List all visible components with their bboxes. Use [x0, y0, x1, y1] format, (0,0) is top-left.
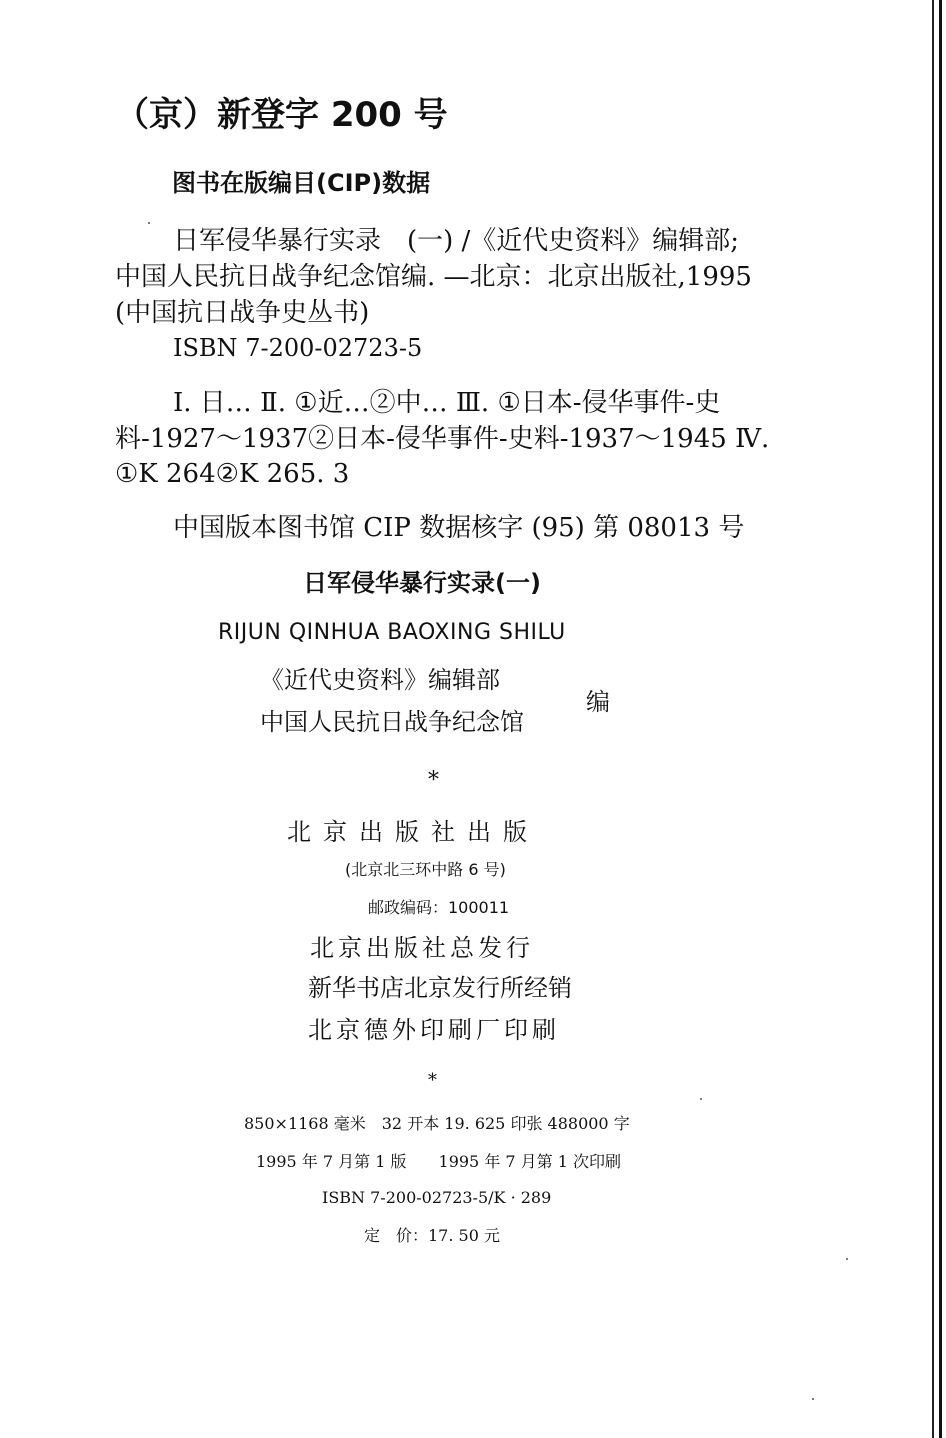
publisher-address: (北京北三环中路 6 号) — [345, 860, 506, 879]
seller: 新华书店北京发行所经销 — [308, 974, 572, 1002]
book-title-pinyin: RIJUN QINHUA BAOXING SHILU — [218, 620, 566, 645]
cip-line-2: 中国人民抗日战争纪念馆编. —北京：北京出版社,1995 — [115, 262, 752, 292]
book-title: 日军侵华暴行实录(一) — [303, 569, 541, 597]
cip-classification-3: ①K 264②K 265. 3 — [115, 459, 350, 489]
separator-star-1: * — [428, 768, 439, 793]
editor-1: 《近代史资料》编辑部 — [260, 666, 500, 694]
scan-speck — [700, 1098, 702, 1100]
scan-edge-border — [939, 0, 942, 1438]
printer: 北京德外印刷厂印刷 — [308, 1016, 560, 1044]
cip-classification-2: 料-1927～1937②日本-侵华事件-史料-1937～1945 Ⅳ. — [115, 424, 770, 454]
postcode: 邮政编码：100011 — [368, 898, 510, 917]
format-spec: 850×1168 毫米 32 开本 19. 625 印张 488000 字 — [244, 1114, 630, 1133]
scan-speck — [812, 1398, 814, 1400]
scan-speck — [846, 1258, 848, 1260]
separator-star-2: * — [428, 1070, 437, 1091]
publisher: 北京出版社出版 — [287, 818, 539, 846]
cip-record-number: 中国版本图书馆 CIP 数据核字 (95) 第 08013 号 — [173, 513, 745, 543]
editor-2: 中国人民抗日战争纪念馆 — [260, 708, 524, 736]
scan-edge-line — [932, 0, 934, 1438]
edition-info: 1995 年 7 月第 1 版 1995 年 7 月第 1 次印刷 — [256, 1152, 622, 1171]
cip-line-1: 日军侵华暴行实录 (一) /《近代史资料》编辑部; — [173, 226, 740, 256]
registration-number: （京）新登字 200 号 — [115, 95, 448, 135]
editor-role: 编 — [586, 688, 610, 716]
price: 定 价：17. 50 元 — [364, 1226, 500, 1245]
cip-line-3: (中国抗日战争史丛书) — [115, 298, 370, 328]
cip-isbn: ISBN 7-200-02723-5 — [173, 334, 423, 362]
isbn-full: ISBN 7-200-02723-5/K · 289 — [322, 1188, 552, 1207]
cip-heading: 图书在版编目(CIP)数据 — [172, 169, 431, 197]
cip-classification-1: Ⅰ. 日… Ⅱ. ①近…②中… Ⅲ. ①日本-侵华事件-史 — [173, 388, 721, 418]
distributor: 北京出版社总发行 — [310, 934, 534, 962]
scan-speck — [148, 222, 150, 224]
